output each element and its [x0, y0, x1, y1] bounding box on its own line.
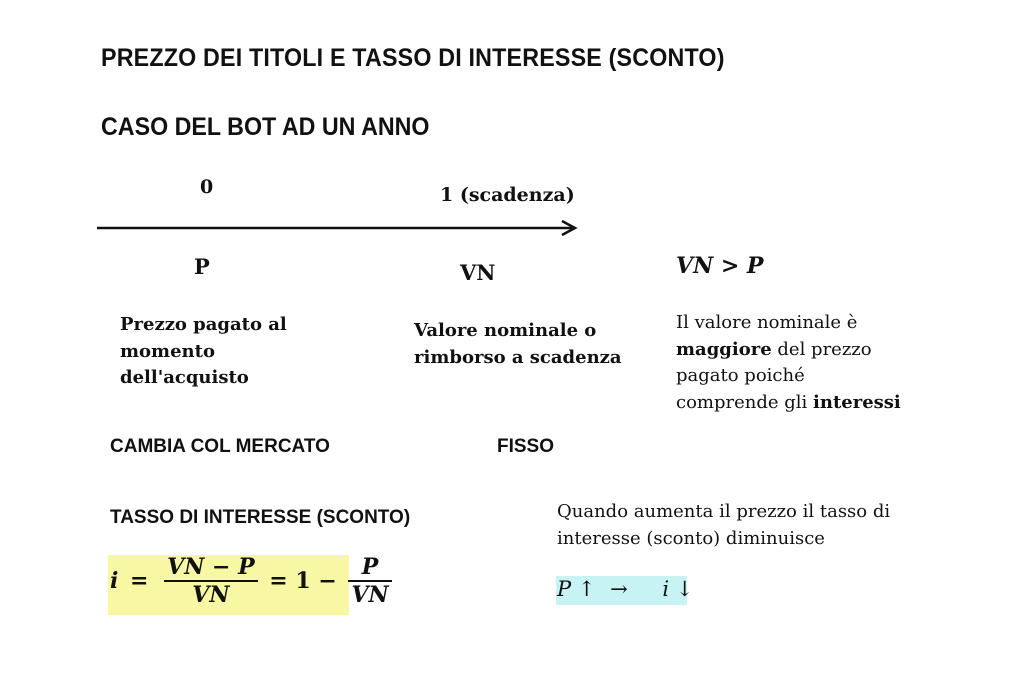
formula-eq: = — [130, 568, 149, 594]
explanation-line: Il valore nominale è — [676, 312, 858, 333]
start-status: CAMBIA COL MERCATO — [110, 436, 330, 457]
implies-arrow-icon: → — [610, 577, 628, 601]
start-desc-line: momento — [120, 340, 215, 362]
start-description — [120, 312, 287, 392]
fraction-2-denominator: VN — [348, 580, 391, 608]
rate-formula — [110, 554, 396, 608]
timeline-end-label: 1 (scadenza) — [440, 184, 575, 206]
relation-text — [557, 499, 890, 552]
timeline-arrow — [0, 0, 600, 240]
fraction-1-denominator: VN — [164, 580, 257, 608]
timeline-start-value: P — [194, 254, 210, 279]
end-status: FISSO — [497, 436, 555, 457]
formula-fraction-1 — [164, 554, 257, 608]
formula-eq2: = 1 − — [269, 568, 337, 594]
timeline-end-value: VN — [460, 260, 496, 285]
timeline-start-label: 0 — [200, 176, 214, 198]
comparison-explanation — [676, 310, 901, 416]
comparison-formula: VN > P — [676, 253, 764, 279]
rate-heading: TASSO DI INTERESSE (SCONTO) — [110, 507, 411, 528]
relation-line: Quando aumenta il prezzo il tasso di — [557, 501, 891, 522]
fraction-2-numerator: P — [361, 554, 379, 580]
price-symbol: P — [557, 577, 572, 601]
page-title: PREZZO DEI TITOLI E TASSO DI INTERESSE (SCONTO) — [101, 44, 725, 72]
up-arrow-icon: ↑ — [577, 577, 596, 601]
end-desc-line: Valore nominale o — [414, 320, 597, 341]
relation-formula — [557, 577, 693, 601]
relation-line: interesse (sconto) diminuisce — [557, 527, 825, 549]
explanation-line: maggiore del prezzo — [676, 338, 872, 360]
explanation-line: comprende gli interessi — [676, 391, 901, 413]
down-arrow-icon: ↓ — [675, 577, 694, 601]
end-desc-line: rimborso a scadenza — [414, 346, 622, 368]
start-desc-line: Prezzo pagato al — [120, 314, 287, 335]
explanation-line: pagato poiché — [676, 365, 805, 386]
start-desc-line: dell'acquisto — [120, 367, 249, 388]
end-description — [414, 318, 622, 371]
formula-fraction-2 — [348, 554, 391, 608]
rate-symbol: i — [662, 577, 670, 601]
formula-lhs: i — [110, 568, 119, 594]
fraction-1-numerator: VN − P — [167, 554, 255, 580]
page-subtitle: CASO DEL BOT AD UN ANNO — [101, 113, 430, 141]
